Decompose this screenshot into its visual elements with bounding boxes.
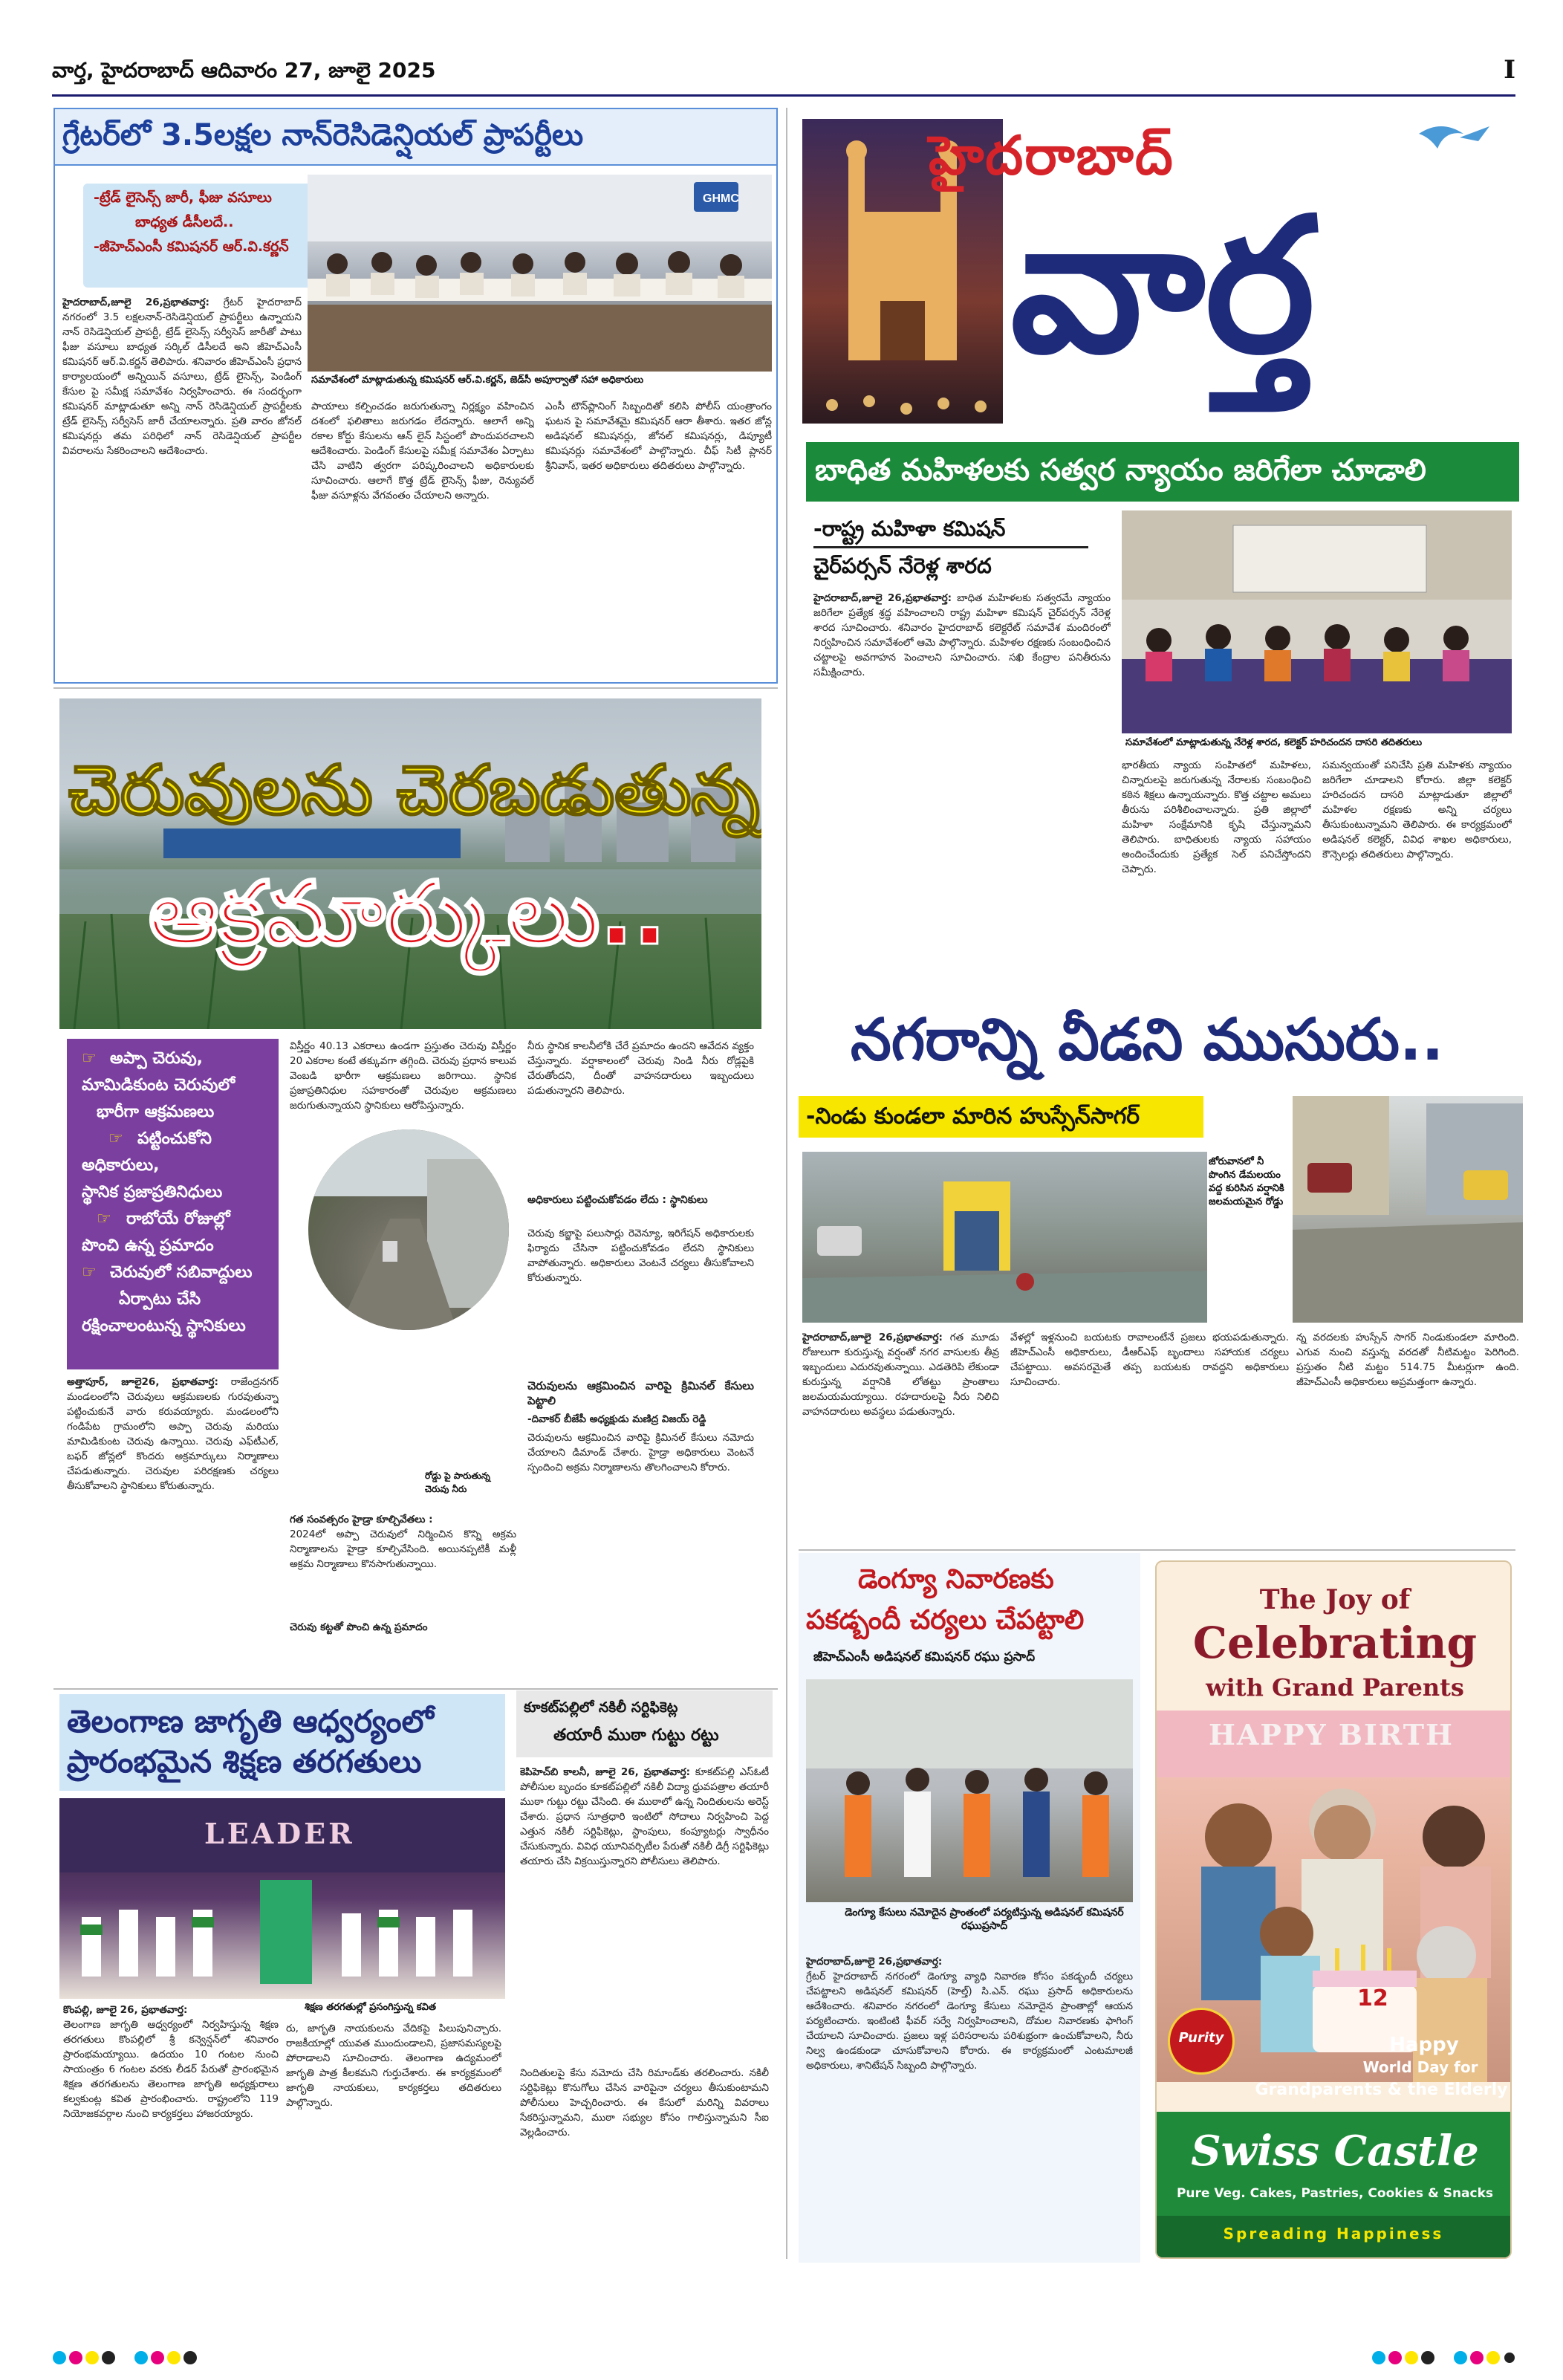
rain-photo-2-svg <box>1293 1096 1523 1323</box>
story3-bullets <box>67 1039 279 1369</box>
story5-photo-caption: శిక్షణ తరగతుల్లో ప్రసంగిస్తున్న కవిత <box>305 2002 436 2013</box>
story3-col2b-heading: గత సంవత్సరం హైడ్రా కూల్చివేతలు : <box>290 1514 433 1525</box>
rain-photo-1-caption: జోరువానలో నీ పొంగిన డేమలయం వద్ద కురిసిన వర్షానికి జలమయమైన రోడ్డు <box>1209 1156 1284 1207</box>
story2-col1 <box>813 591 1111 970</box>
story4-col2: వేళల్లో ఇళ్లనుంచి బయటకు రావాలంటేనే ప్రజలు భయపడుతున్నారు. జీహెచ్‌ఎంసీ అధికారులు, డీఆర్‌ఎఫ్ బృందాలు సహాయక చర్యలు చేపట్టాయి. అవసరమైతే తప్ప బయటకు రావద్దని అధికారులు సూచించారు. <box>1010 1332 1289 1388</box>
story5-col2: రు, జాగృతి నాయకులను వేదికపై పిలుపునిచ్చారు. రాజకీయాల్లో యువత ముందుండాలని, ప్రజాసమస్యలపై పోరాడాలని సూచించారు. తెలంగాణ ఉద్యమంలో జాగృతి పాత్ర కీలకమని గుర్తుచేశారు. ఈ కార్యక్రమంలో జాగృతి నాయకులు, కార్యకర్తలు తదితరులు పాల్గొన్నారు. <box>286 2023 501 2109</box>
road-photo-caption: రోడ్డు పై పారుతున్న చెరువు నీరు <box>423 1468 513 1497</box>
story1-headline: గ్రేటర్‌లో 3.5లక్షల నాన్‌రెసిడెన్షియల్ ప్రాపర్టీలు <box>62 118 584 152</box>
page-number: I <box>1504 55 1515 85</box>
story6-col1-text: కూకట్‌పల్లి ఎస్‌ఓటీ పోలీసుల బృందం కూకట్‌పల్లిలో నకిలీ విద్యా ధ్రువపత్రాల తయారీ ముఠా గుట్టు రట్టు చేసింది. ఈ ముఠాలో ఉన్న నిందితులను అరెస్ట్ చేశారు. ప్రధాన సూత్రధారి ఇంటిలో సోదాలు నిర్వహించి పెద్ద ఎత్తున నకిలీ సర్టిఫికెట్లు, స్టాంపులు, కంప్యూటర్లు స్వాధీనం చేసుకున్నారు. వివిధ యూనివర్సిటీల పేరుతో నకిలీ డిగ్రీ సర్టిఫికెట్లు తయారు చేసి విక్రయిస్తున్నారని పోలీసులు తెలిపారు. <box>520 1766 769 1867</box>
road-photo <box>308 1129 509 1330</box>
story2-dateline: హైదరాబాద్,జూలై 26,ప్రభాతవార్త: <box>813 592 952 604</box>
story4-dateline: హైదరాబాద్,జూలై 26,ప్రభాతవార్త: <box>802 1332 943 1343</box>
color-registration-bar <box>52 2348 1515 2367</box>
registration-dots-svg <box>52 2348 1515 2367</box>
story5-col1-text: తెలంగాణ జాగృతి ఆధ్వర్యంలో నిర్వహిస్తున్న శిక్షణ తరగతులు కొంపల్లిలో శ్రీ కన్వెన్షన్‌లో శనివారం ప్రారంభమయ్యాయి. ఉదయం 10 గంటల నుంచి సాయంత్రం 6 గంటల వరకు లీడర్ పేరుతో ప్రారంభమైన శిక్షణ తరగతులను తెలంగాణ జాగృతి అధ్యక్షురాలు కల్వకుంట్ల కవిత ప్రారంభించారు. రాష్ట్రంలోని 119 నియోజకవర్గాల నుంచి కార్యకర్తలు హాజరయ్యారు. <box>63 2019 279 2120</box>
story1-deck-3: -జీహెచ్‌ఎంసీ కమిషనర్ ఆర్.వి.కర్ణన్ <box>94 239 289 255</box>
ad-grandparents: Grandparents & the Elderly <box>1255 2081 1508 2099</box>
story2-deck-1: -రాష్ట్ర మహిళా కమిషన్ <box>813 516 1006 541</box>
story4-headline: నగరాన్ని వీడని ముసురు.. <box>851 1007 1444 1074</box>
story3-col2b: 2024లో అప్పా చెరువులో నిర్మించిన కొన్ని అక్రమ నిర్మాణాలను హైడ్రా కూల్చివేసింది. అయినప్పటికీ మళ్లీ అక్రమ నిర్మాణాలు కొనసాగుతున్నాయి. <box>290 1528 516 1570</box>
story7-photo <box>806 1679 1133 1902</box>
story4-subhead: -నిండు కుండలా మారిన హుస్సేన్‌సాగర్ <box>806 1103 1140 1129</box>
story1-dateline: హైదరాబాద్,జూలై 26,ప్రభాతవార్త: <box>62 296 209 308</box>
story2-headline: బాధిత మహిళలకు సత్వర న్యాయం జరిగేలా చూడాలి <box>815 453 1426 487</box>
bullet-2: మామిడికుంట చెరువులో <box>82 1076 235 1095</box>
story-property <box>53 108 778 684</box>
bullet-11: రక్షించాలంటున్న స్థానికులు <box>82 1317 246 1335</box>
story1-col1 <box>62 295 302 678</box>
story1-col1-text: గ్రేటర్ హైదరాబాద్ నగరంలో 3.5 లక్షలనాన్-రెసిడెన్షియల్ ప్రాపర్టీలు ఉన్నాయని నాన్ రెసిడెన్షియల్ ప్రాపర్టీ, ట్రేడ్ లైసెన్స్ సర్వీసెస్ జారీతో పాటు ఫీజు వసూలు బాధ్యత సర్కిల్ డిసీలదే అని జీహెచ్‌ఎంసీ కమిషనర్ ఆర్.వి.కర్ణన్ తెలిపారు. శనివారం జీహెచ్‌ఎంసీ ప్రధాన కార్యాలయంలో అన్నియిన్ వసూలు, ట్రేడ్ లైసెన్స్, పెండింగ్ కేసుల పై సమీక్ష సమావేశం నిర్వహించారు. ఈ సందర్భంగా కమిషనర్ మాట్లాడుతూ అన్ని నాన్ రెసిడెన్షియల్ ప్రాపర్టీలకు ట్రేడ్ లైసెన్స్ సర్వీసెస్ జారీ చేయాలన్నారు. ప్రతి వారం జోనల్ కమిషనర్లు తమ పరిధిలో నాన్ రెసిడెన్షియల్ ప్రాపర్టీల వివరాలను సేకరించాలని ఆదేశించారు. <box>62 296 302 457</box>
page-header <box>52 52 1515 97</box>
ad-purity-text: Purity <box>1178 2030 1224 2046</box>
header-date: వార్త, హైదరాబాద్ ఆదివారం 27, జూలై 2025 <box>52 58 436 82</box>
story5-banner-text: LEADER <box>204 1817 355 1850</box>
story-fake-certificates <box>516 1690 773 2263</box>
ad-happy: Happy <box>1389 2034 1459 2056</box>
meeting-photo-svg <box>308 175 772 372</box>
story7-col1-text: గ్రేటర్ హైదరాబాద్ నగరంలో డెంగ్యూ వ్యాధి నివారణ కోసం పకడ్బందీ చర్యలు చేపట్టాలని అడిషనల్ కమిషనర్ (హెల్త్) సి.ఎన్. రఘు ప్రసాద్ అధికారులను ఆదేశించారు. శనివారం నగరంలో డెంగ్యూ కేసులు నమోదైన ప్రాంతాల్లో ఆయన పర్యటించారు. ఇంటింటి ఫీవర్ సర్వే నిర్వహించాలని, దోమల నివారణకు ఫాగింగ్ చేయాలని సూచించారు. ప్రజలు ఇళ్ల పరిసరాలను పరిశుభ్రంగా ఉంచుకోవాలని, నీరు నిల్వ ఉండకుండా చూసుకోవాలని కోరారు. ఈ కార్యక్రమంలో ఎంటమాలజీ అధికారులు, శానిటేషన్ సిబ్బంది పాల్గొన్నారు. <box>806 1971 1133 2072</box>
story7-photo-svg <box>806 1679 1133 1902</box>
masthead-big: వార్త <box>1010 178 1316 394</box>
story-rain <box>799 999 1523 1546</box>
story-jagruthi <box>59 1694 505 2259</box>
story3-col3-heading3: -దివాకర్ బీజేపీ అధ్యక్షుడు మణిద్ర విజయ్ రెడ్డి <box>527 1413 706 1425</box>
bullet-icon: ☞ <box>82 1263 97 1282</box>
story2-col3: సమన్వయంతో పనిచేసి ప్రతి మహిళకు న్యాయం జరిగేలా చూడాలని కోరారు. జిల్లా కలెక్టర్ హరిచందన దాసరి మాట్లాడుతూ జిల్లాలో మహిళల రక్షణకు అన్ని చర్యలు తీసుకుంటున్నామని తెలిపారు. ఈ కార్యక్రమంలో అడిషనల్ కలెక్టర్, వివిధ శాఖల అధికారులు, కౌన్సెలర్లు తదితరులు పాల్గొన్నారు. <box>1322 759 1512 860</box>
story7-col1 <box>806 1954 1133 2255</box>
ad-line-1: The Joy of <box>1259 1584 1411 1615</box>
story6-headline-1: కూకట్‌పల్లిలో నకిలీ సర్టిఫికెట్ల <box>524 1699 678 1716</box>
ad-cake-number: 12 <box>1357 1985 1388 2011</box>
story1-deck-box <box>83 184 328 288</box>
story1-deck-2: బాధ్యత డీసీలదే.. <box>135 214 234 230</box>
bullet-8: పొంచి ఉన్న ప్రమాదం <box>82 1236 214 1255</box>
story1-col2: పాయాలు కల్పించడం జరుగుతున్నా నిర్లక్ష్యం వహించిన దశంలో ఫలితాలు జరుగడం లేదన్నారు. ఆలాగే అన్ని రకాల కోర్టు కేసులను ఆన్ లైన్ సిస్టంలో పొందుపరచాలని ఆదేశించారు. పెండింగ్ కేసులపై సమీక్ష సమావేశం ఏర్పాటు చేసి వాటిని త్వరగా పరిష్కరించాలని అధికారులకు సూచించారు. ఆలాగే కొత్త ట్రేడ్ లైసెన్స్ ఫీజు, రెన్యువల్ ఫీజు వసూళ్లను వేగవంతం చేయాలని అన్నారు. <box>311 401 534 502</box>
story2-photo-svg <box>1122 510 1512 733</box>
story5-col1 <box>63 2003 279 2255</box>
story-lakes <box>59 698 761 1687</box>
rain-photo-2 <box>1293 1096 1523 1323</box>
bullet-4: పట్టించుకోని <box>137 1129 212 1148</box>
story3-col1 <box>67 1375 279 1642</box>
story5-headline-2: ప్రారంభమైన శిక్షణ తరగతులు <box>67 1743 422 1780</box>
story7-headline-1: డెంగ్యూ నివారణకు <box>858 1564 1054 1595</box>
bullet-9: చెరువులో సబివాద్దులు <box>110 1263 253 1282</box>
masthead <box>787 108 1523 435</box>
story3-col3-heading2: చెరువులను ఆక్రమించిన వారిపై క్రిమినల్ కేసులు పెట్టాలి <box>527 1379 754 1407</box>
story1-deck-1: -ట్రేడ్ లైసెన్స్ జారీ, ఫీజు వసూలు <box>94 189 272 206</box>
story3-headline-2: ఆక్రమార్కులు.. <box>149 862 666 964</box>
story6-dateline: కెపిహెచ్‌బి కాలనీ, జూలై 26, ప్రభాతవార్త: <box>520 1766 691 1778</box>
bullet-icon: ☞ <box>97 1210 111 1228</box>
story5-dateline: కొంపల్లి, జూలై 26, ప్రభాతవార్త: <box>63 2004 188 2016</box>
story2-photo <box>1122 510 1512 733</box>
rain-photo-1 <box>802 1152 1207 1323</box>
story1-photo-caption: సమావేశంలో మాట్లాడుతున్న కమిషనర్ ఆర్.వి.కర్ణన్, జెడ్‌సీ అపూర్వాతో సహా అధికారులు <box>311 374 644 386</box>
story2-photo-caption: సమావేశంలో మాట్లాడుతున్న నేరెళ్ల శారద, కలెక్టర్ హరిచందన దాసరి తదితరులు <box>1125 737 1423 748</box>
story3-headline-1: చెరువులను చెరబడుతున్న <box>68 750 760 830</box>
column-rule <box>799 1549 1515 1551</box>
story3-col2: విస్తీర్ణం 40.13 ఎకరాలు ఉండగా ప్రస్తుతం చెరువు విస్తీర్ణం 20 ఎకరాల కంటే తక్కువగా తగ్గింది. చెరువు ప్రధాన కాలువ వెంబడి భారీగా ఆక్రమణలు జరిగాయి. స్థానిక ప్రజాప్రతినిధుల సహకారంతో చెరువుల ఆక్రమణలు జరుగుతున్నాయని స్థానికులు ఆరోపిస్తున్నారు. <box>290 1040 516 1112</box>
ad-banner: HAPPY BIRTH <box>1209 1718 1454 1751</box>
story2-col1-text: బాధిత మహిళలకు సత్వరమే న్యాయం జరిగేలా ప్రత్యేక శ్రద్ధ వహించాలని రాష్ట్ర మహిళా కమిషన్ చైర్‌పర్సన్ నేరెళ్ల శారద సూచించారు. శనివారం హైదరాబాద్ కలెక్టరేట్ సమావేశ మందిరంలో నిర్వహించిన సమావేశంలో ఆమె పాల్గొన్నారు. మహిళల రక్షణకు సంబంధించిన చట్టాలపై అవగాహన పెంచాలని సూచించారు. సఖి కేంద్రాల పనితీరును సమీక్షించారు. <box>813 592 1111 678</box>
story3-col3b: చెరువు కబ్జాపై పలుసార్లు రెవెన్యూ, ఇరిగేషన్ అధికారులకు ఫిర్యాదు చేసినా పట్టించుకోవడం లేదని స్థానికులు వాపోతున్నారు. అధికారులు వెంటనే చర్యలు తీసుకోవాలని కోరుతున్నారు. <box>527 1228 754 1284</box>
story2-deck-2: చైర్‌పర్సన్ నేరెళ్ల శారద <box>813 554 992 578</box>
story3-col3: నీరు స్థానిక కాలనీలోకి చేరే ప్రమాదం ఉందని ఆవేదన వ్యక్తం చేస్తున్నారు. వర్షాకాలంలో చెరువు నిండి నీరు రోడ్లపైకి చేరుతోందని, దీంతో వాహనదారులు ఇబ్బందులు పడుతున్నారని తెలిపారు. <box>527 1040 754 1097</box>
story4-col3: న్న వరదలకు హుస్సేన్ సాగర్ నిండుకుండలా మారింది. ఎగువ నుంచి వస్తున్న వరదతో నీటిమట్టం పెరిగింది. ప్రస్తుతం నీటి మట్టం 514.75 మీటర్లుగా ఉంది. జీహెచ్‌ఎంసీ అధికారులు అప్రమత్తంగా ఉన్నారు. <box>1296 1332 1519 1388</box>
bullet-6: స్థానిక ప్రజాప్రతినిధులు <box>82 1183 223 1202</box>
column-rule <box>53 687 778 689</box>
bullet-7: రాబోయే రోజుల్లో <box>126 1210 230 1228</box>
story3-col2-footer: చెరువు కట్టతో పొంచి ఉన్న ప్రమాదం <box>290 1621 428 1633</box>
story4-col1-text: గత మూడు రోజులుగా కురుస్తున్న వర్షంతో నగర వాసులకు తీవ్ర ఇబ్బందులు ఎదురవుతున్నాయి. ఎడతెరిపి లేకుండా కురుస్తున్న వర్షానికి లోతట్టు ప్రాంతాలు జలమయమయ్యాయి. రహదారులపై నీరు నిలిచి వాహనదారులు అవస్థలు పడుతున్నారు. <box>802 1332 999 1418</box>
story-women-commission <box>806 442 1519 977</box>
story4-col1 <box>802 1330 999 1542</box>
ad-line-3: with Grand Parents <box>1206 1673 1464 1702</box>
column-rule <box>53 1688 778 1690</box>
ad-line-2: Celebrating <box>1192 1618 1478 1668</box>
road-photo-svg <box>308 1129 509 1330</box>
story-dengue <box>799 1553 1140 2263</box>
ad-brand: Swiss Castle <box>1191 2127 1479 2176</box>
column-rule <box>786 108 787 2259</box>
story2-col2: భారతీయ న్యాయ సంహితలో మహిళలు, చిన్నారులపై జరుగుతున్న నేరాలకు సంబంధించి కఠిన శిక్షలు ఉన్నాయన్నారు. కొత్త చట్టాల అమలు తీరును పరిశీలించాలన్నారు. ప్రతి జిల్లాలో మహిళా సంక్షేమానికి కృషి చేస్తున్నామని తెలిపారు. బాధితులకు న్యాయ సహాయం అందించేందుకు ప్రత్యేక సెల్ పనిచేస్తోందని చెప్పారు. <box>1122 759 1311 875</box>
bullet-3: భారీగా ఆక్రమణలు <box>97 1103 215 1121</box>
story7-headline-2: పకడ్బందీ చర్యలు చేపట్టాలి <box>806 1605 1085 1635</box>
rain-photo-1-svg <box>802 1152 1207 1323</box>
bullet-10: ఏర్పాటు చేసి <box>119 1290 201 1309</box>
bullet-icon: ☞ <box>82 1049 97 1068</box>
story5-headline-1: తెలంగాణ జాగృతి ఆధ్వర్యంలో <box>67 1703 434 1739</box>
masthead-small: హైదరాబాద్ <box>929 124 1174 187</box>
swiss-castle-ad <box>1155 1560 1512 2259</box>
story3-col1-text: రాజేంద్రనగర్ మండలంలోని చెరువులు ఆక్రమణలకు గురవుతున్నా పట్టించుకునే వారు కరువయ్యారు. మండలంలోని గండిపేట గ్రామంలోని అప్పా చెరువు మరియు మామిడికుంట చెరువు ఉన్నాయి. చెరువు ఎఫ్‌టీఎల్, బఫర్ జోన్లలో కొందరు అక్రమార్కులు నిర్మాణాలు చేపడుతున్నారు. చెరువుల పరిరక్షణకు చర్యలు తీసుకోవాలని స్థానికులు కోరుతున్నారు. <box>67 1376 279 1492</box>
ad-world-day: World Day for <box>1362 2058 1478 2076</box>
story7-deck: జీహెచ్‌ఎంసీ అడిషనల్ కమిషనర్ రఘు ప్రసాద్ <box>813 1650 1036 1664</box>
ad-tagline: Spreading Happiness <box>1223 2225 1444 2243</box>
story6-col1 <box>520 1765 769 2062</box>
svg-text:GHMC: GHMC <box>703 192 739 205</box>
bullet-5: అధికారులు, <box>82 1156 160 1175</box>
story1-photo <box>308 175 772 372</box>
story6-col2: నిందితులపై కేసు నమోదు చేసి రిమాండ్‌కు తరలించారు. నకిలీ సర్టిఫికెట్లు కొనుగోలు చేసిన వారిపైనా చర్యలు తీసుకుంటామని పోలీసులు హెచ్చరించారు. ఈ కేసులో మరిన్ని వివరాలు సేకరిస్తున్నామని, ముఠా సభ్యుల కోసం గాలిస్తున్నామని సీఐ వెల్లడించారు. <box>520 2067 769 2139</box>
bullet-1: అప్పా చెరువు, <box>110 1049 204 1068</box>
story3-col3-heading1: అధికారులు పట్టించుకోవడం లేదు : స్థానికులు <box>527 1194 708 1206</box>
story7-dateline: హైదరాబాద్,జూలై 26,ప్రభాతవార్త: <box>806 1956 943 1968</box>
story3-dateline: అత్తాపూర్, జూలై26, ప్రభాతవార్త: <box>67 1376 218 1388</box>
bullet-icon: ☞ <box>108 1129 123 1148</box>
story3-col3c: చెరువులను ఆక్రమించిన వారిపై క్రిమినల్ కేసులు నమోదు చేయాలని డిమాండ్ చేశారు. హైడ్రా అధికారులు వెంటనే స్పందించి అక్రమ నిర్మాణాలను తొలగించాలని కోరారు. <box>527 1432 754 1473</box>
story1-col3: ఎంసీ టౌన్‌ప్లానింగ్ సిబ్బందితో కలిసి పోలీస్ యంత్రాంగం ఘటన పై సమావేశమై కమిషనర్ ఆరా తీశారు. ఇతర జోన్ల అడిషనల్ కమిషనర్లు, జోనల్ కమిషనర్లు, డిప్యూటీ కమిషనర్లు సమావేశంలో పాల్గొన్నారు. చీఫ్ సిటీ ప్లానర్ శ్రీనివాస్, ఇతర అధికారులు తదితరులు పాల్గొన్నారు. <box>545 401 772 472</box>
story6-headline-2: తయారీ ముఠా గుట్టు రట్టు <box>553 1726 719 1745</box>
story7-photo-caption: డెంగ్యూ కేసులు నమోదైన ప్రాంతంలో పర్యటిస్తున్న అడిషనల్ కమిషనర్ రఘుప్రసాద్ <box>845 1907 1124 1932</box>
ad-brand-sub: Pure Veg. Cakes, Pastries, Cookies & Snacks <box>1176 2186 1494 2201</box>
